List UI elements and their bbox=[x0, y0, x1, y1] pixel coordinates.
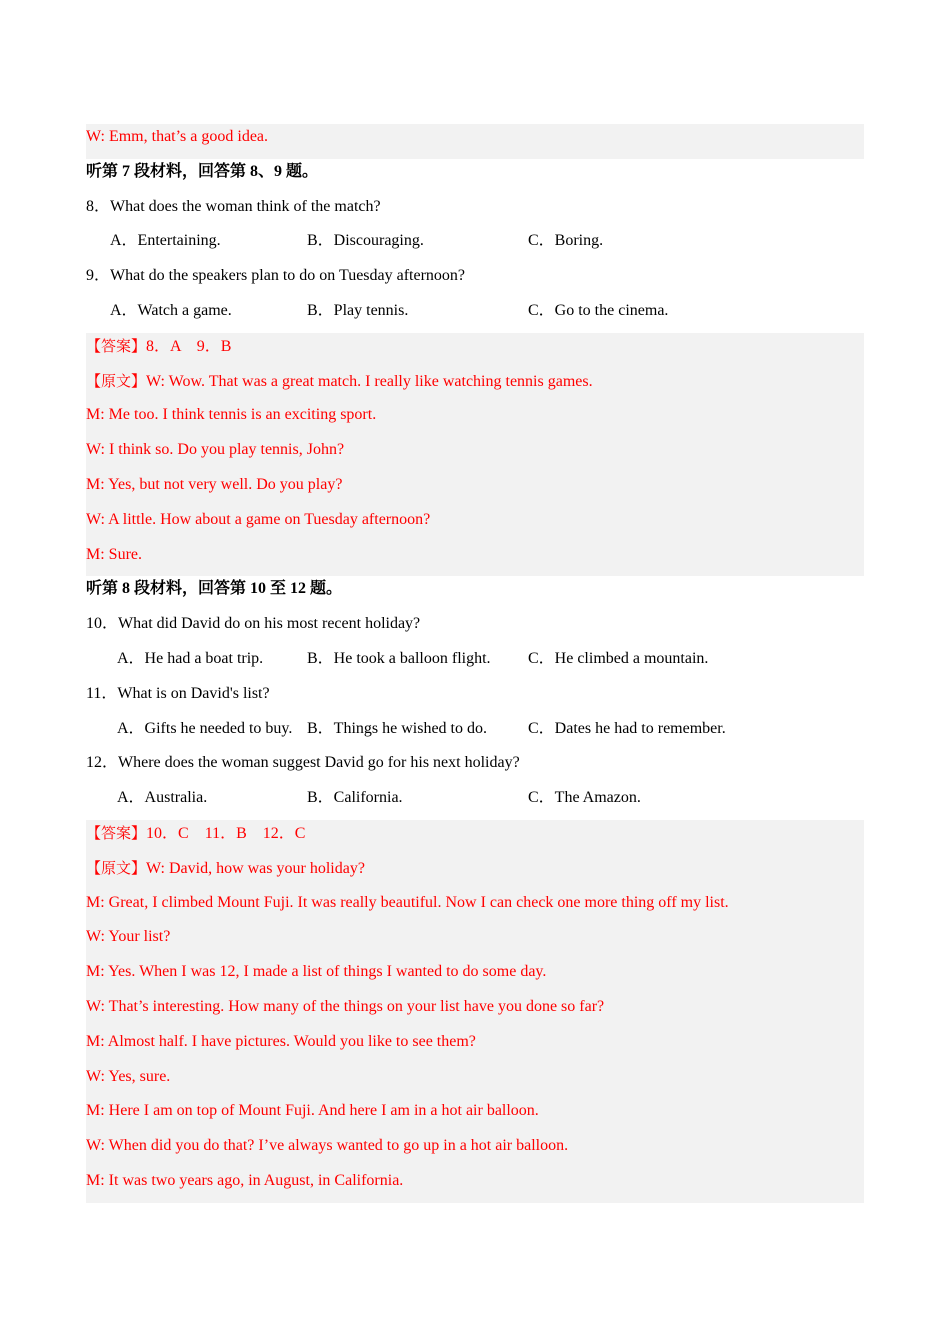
transcript-line: W: When did you do that? I’ve always wanted to go up in a hot air balloon. bbox=[86, 1137, 569, 1155]
answer-text: 10．C 11．B 12．C bbox=[146, 824, 306, 842]
option-c: C．He climbed a mountain. bbox=[528, 649, 709, 667]
transcript-line: M: Me too. I think tennis is an exciting sport. bbox=[86, 406, 377, 424]
option-c: C．Boring. bbox=[528, 232, 604, 250]
option-b: B．He took a balloon flight. bbox=[307, 649, 491, 667]
answer-label: 【答案】 bbox=[86, 823, 147, 842]
answer-text: 8．A 9．B bbox=[146, 337, 232, 355]
option-c: C．The Amazon. bbox=[528, 789, 641, 807]
section-heading: 听第 7 段材料，回答第 8、9 题。 bbox=[86, 162, 319, 180]
question-9: 9．What do the speakers plan to do on Tuesday afternoon? bbox=[86, 267, 466, 285]
transcript-line: M: Yes, but not very well. Do you play? bbox=[86, 475, 343, 493]
option-c: C．Dates he had to remember. bbox=[528, 719, 726, 737]
option-a: A．Watch a game. bbox=[110, 301, 232, 319]
question-8: 8．What does the woman think of the match? bbox=[86, 197, 381, 215]
answer-label: 【答案】 bbox=[86, 336, 147, 355]
transcript-line: W: Yes, sure. bbox=[86, 1067, 171, 1085]
options-11 bbox=[86, 716, 864, 751]
question-11: 11．What is on David's list? bbox=[86, 684, 270, 702]
transcript-line: M: Yes. When I was 12, I made a list of things I wanted to do some day. bbox=[86, 963, 547, 981]
transcript-line: W: That’s interesting. How many of the things on your list have you done so far? bbox=[86, 997, 605, 1015]
question-10: 10．What did David do on his most recent holiday? bbox=[86, 615, 421, 633]
option-b: B．Things he wished to do. bbox=[307, 719, 487, 737]
options-9 bbox=[86, 298, 864, 333]
transcript-line: M: Here I am on top of Mount Fuji. And here I am in a hot air balloon. bbox=[86, 1102, 539, 1120]
options-12 bbox=[86, 785, 864, 820]
option-a: A．Entertaining. bbox=[110, 232, 221, 250]
transcript-line: 【原文】W: Wow. That was a great match. I really like watching tennis games. bbox=[86, 371, 593, 390]
transcript-line: 【原文】W: David, how was your holiday? bbox=[86, 858, 365, 877]
transcript-line: W: Your list? bbox=[86, 928, 171, 946]
option-b: B．California. bbox=[307, 789, 403, 807]
option-a: A．He had a boat trip. bbox=[117, 649, 264, 667]
options-10 bbox=[86, 646, 864, 681]
option-c: C．Go to the cinema. bbox=[528, 301, 669, 319]
transcript-line: M: Almost half. I have pictures. Would you like to see them? bbox=[86, 1032, 476, 1050]
option-b: B．Discouraging. bbox=[307, 232, 424, 250]
option-b: B．Play tennis. bbox=[307, 301, 409, 319]
answer-block bbox=[86, 333, 864, 577]
document-content bbox=[86, 124, 864, 1203]
transcript-line: W: Emm, that’s a good idea. bbox=[86, 128, 269, 145]
transcript-line: M: Sure. bbox=[86, 545, 142, 563]
transcript-block bbox=[86, 124, 864, 159]
answer-block bbox=[86, 820, 864, 1203]
options-8 bbox=[86, 228, 864, 263]
transcript-label: 【原文】 bbox=[86, 858, 147, 877]
transcript-line: W: I think so. Do you play tennis, John? bbox=[86, 441, 345, 459]
transcript-label: 【原文】 bbox=[86, 371, 147, 390]
question-12: 12．Where does the woman suggest David go for his next holiday? bbox=[86, 754, 520, 772]
section-heading: 听第 8 段材料，回答第 10 至 12 题。 bbox=[86, 580, 343, 598]
transcript-line: M: Great, I climbed Mount Fuji. It was really beautiful. Now I can check one more thing off my list. bbox=[86, 893, 729, 911]
transcript-line: M: It was two years ago, in August, in California. bbox=[86, 1171, 404, 1189]
answer-line bbox=[86, 820, 864, 855]
option-a: A．Australia. bbox=[117, 789, 208, 807]
transcript-line: W: A little. How about a game on Tuesday afternoon? bbox=[86, 510, 431, 528]
option-a: A．Gifts he needed to buy. bbox=[117, 719, 293, 737]
answer-line bbox=[86, 333, 864, 368]
